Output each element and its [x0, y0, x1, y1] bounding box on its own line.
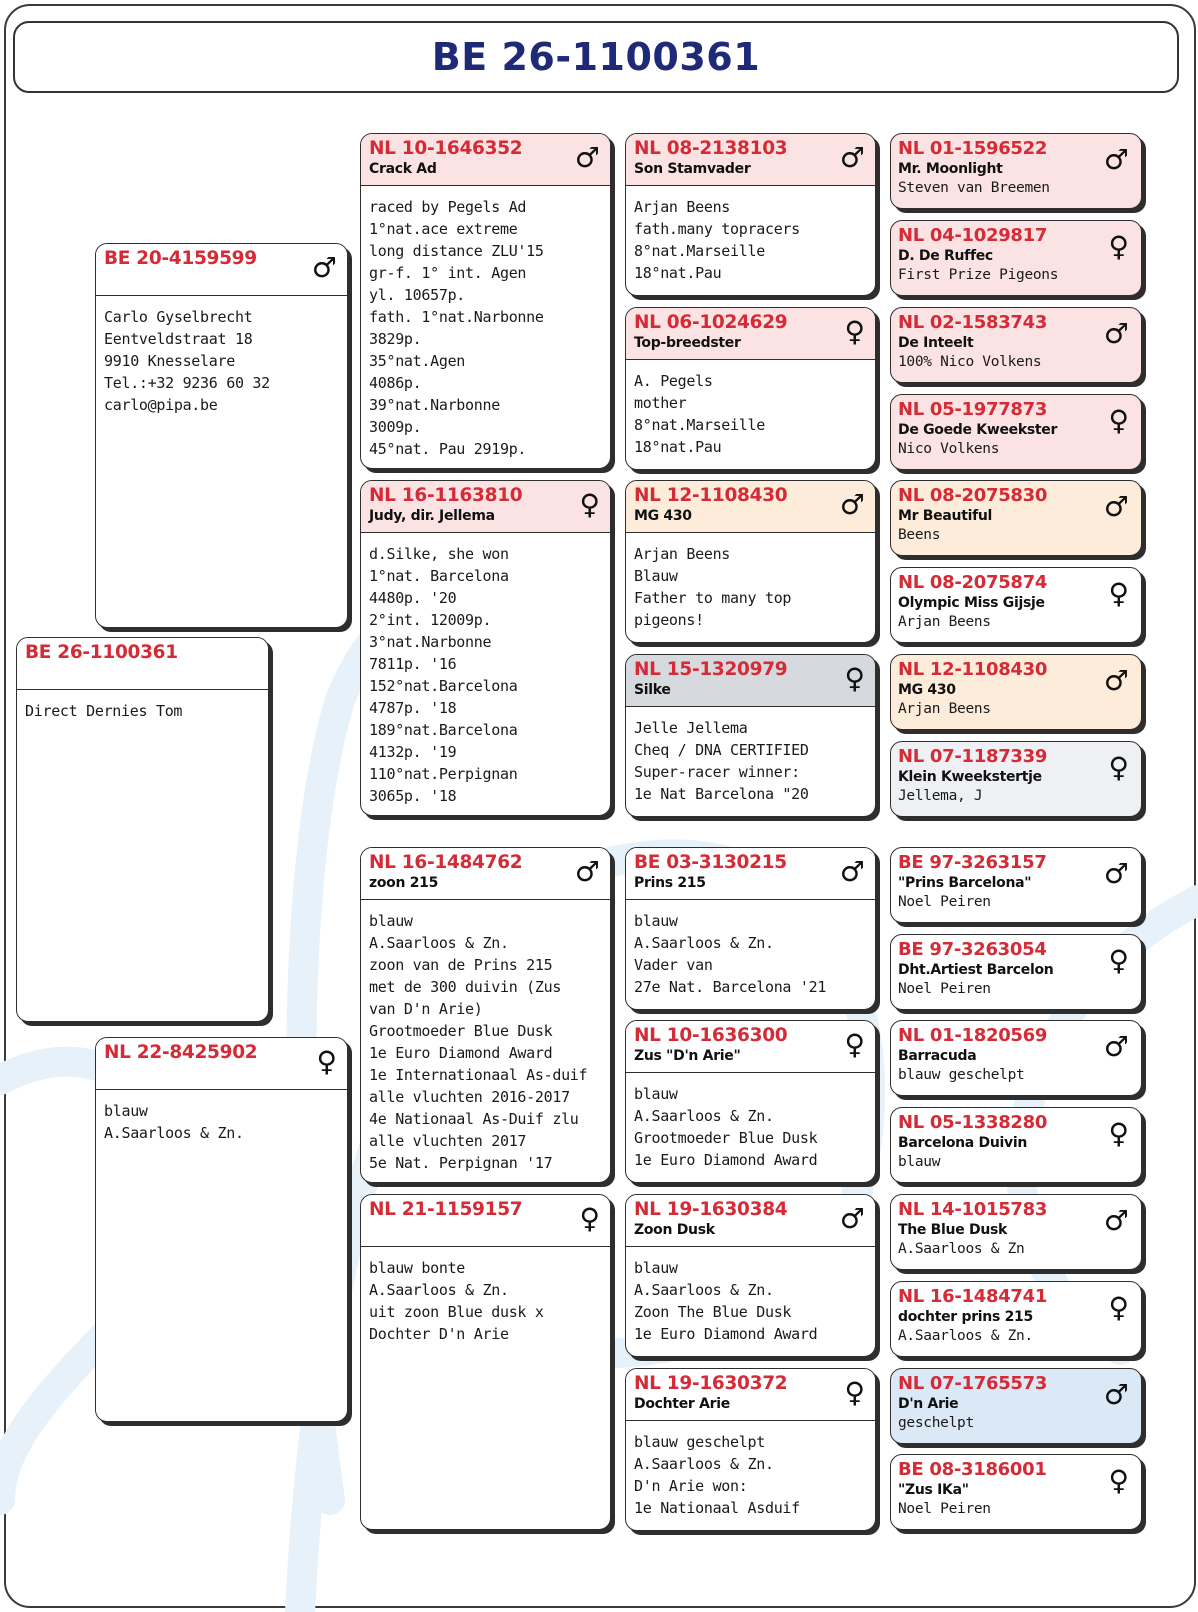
info-line: 35°nat.Agen: [369, 352, 466, 370]
info-line: met de 300 duivin (Zus: [369, 978, 562, 996]
info-line: 4787p. '18: [369, 699, 457, 717]
info-line: First Prize Pigeons: [898, 267, 1059, 283]
pigeon-name: Zus "D'n Arie": [634, 1048, 741, 1064]
info-line: 3065p. '18: [369, 787, 457, 805]
ring-number: NL 08-2138103: [634, 138, 788, 159]
pigeon-name: Zoon Dusk: [634, 1222, 715, 1238]
info-line: 1e Nationaal Asduif: [634, 1499, 800, 1517]
info-line: A.Saarloos & Zn: [898, 1241, 1025, 1257]
ring-number: BE 26-1100361: [25, 642, 178, 663]
ring-number: NL 21-1159157: [369, 1199, 523, 1220]
info-line: Zoon The Blue Dusk: [634, 1303, 792, 1321]
ring-number: BE 97-3263157: [898, 852, 1047, 873]
pigeon-name: De Goede Kweekster: [898, 422, 1058, 438]
info-line: yl. 10657p.: [369, 286, 466, 304]
gg-grandparent-card: [890, 1194, 1142, 1270]
info-line: fath. 1°nat.Narbonne: [369, 308, 544, 326]
info-line: d.Silke, she won: [369, 545, 509, 563]
gg-grandparent-card: [890, 480, 1142, 556]
gg-grandparent-card: [890, 133, 1142, 209]
info-line: 7811p. '16: [369, 655, 457, 673]
male-symbol-icon: ♂: [574, 855, 600, 888]
info-line: Noel Peiren: [898, 1501, 991, 1517]
info-line: A.Saarloos & Zn.: [634, 1281, 774, 1299]
male-symbol-icon: ♂: [1103, 1204, 1129, 1237]
info-line: Dochter D'n Arie: [369, 1325, 509, 1343]
great-grandparent-card: [625, 847, 876, 1010]
info-line: 152°nat.Barcelona: [369, 677, 518, 695]
pigeon-name: Crack Ad: [369, 161, 437, 177]
info-line: blauw: [898, 1154, 941, 1170]
pigeon-name: Top-breedster: [634, 335, 741, 351]
pigeon-name: Silke: [634, 682, 671, 698]
subject-card: [16, 637, 269, 1022]
gg-grandparent-card: [890, 1020, 1142, 1096]
info-line: Noel Peiren: [898, 894, 991, 910]
info-line: 3009p.: [369, 418, 422, 436]
info-line: 110°nat.Perpignan: [369, 765, 518, 783]
info-line: long distance ZLU'15: [369, 242, 544, 260]
card-header: [361, 1195, 610, 1247]
info-line: geschelpt: [898, 1415, 974, 1431]
card-body: [626, 900, 875, 998]
gg-grandparent-card: [890, 847, 1142, 923]
gg-grandparent-card: [890, 1368, 1142, 1444]
info-line: 4480p. '20: [369, 589, 457, 607]
card-body: [96, 296, 347, 416]
info-line: blauw: [104, 1102, 148, 1120]
ring-number: NL 05-1977873: [898, 399, 1048, 420]
card-body: [361, 186, 610, 460]
grandparent-card: [360, 847, 611, 1183]
info-line: Jellema, J: [898, 788, 983, 804]
info-line: Super-racer winner:: [634, 763, 800, 781]
info-line: 9910 Knesselare: [104, 352, 235, 370]
pigeon-name: dochter prins 215: [898, 1309, 1033, 1325]
male-symbol-icon: ♂: [574, 141, 600, 174]
male-symbol-icon: ♂: [1103, 1030, 1129, 1063]
info-line: zoon van de Prins 215: [369, 956, 553, 974]
info-line: 39°nat.Narbonne: [369, 396, 500, 414]
great-grandparent-card: [625, 654, 876, 817]
gg-grandparent-card: [890, 741, 1142, 817]
pigeon-name: MG 430: [898, 682, 956, 698]
info-line: blauw: [634, 1259, 678, 1277]
info-line: Father to many top: [634, 589, 792, 607]
card-header: [626, 308, 875, 360]
female-symbol-icon: ♀: [1108, 1117, 1129, 1150]
male-symbol-icon: ♂: [839, 1202, 865, 1235]
info-line: Grootmoeder Blue Dusk: [634, 1129, 818, 1147]
male-symbol-icon: ♂: [839, 488, 865, 521]
pigeon-name: Mr Beautiful: [898, 508, 993, 524]
info-line: uit zoon Blue dusk x: [369, 1303, 544, 1321]
card-header: [96, 244, 347, 296]
info-line: carlo@pipa.be: [104, 396, 218, 414]
male-symbol-icon: ♂: [1103, 664, 1129, 697]
ring-number: NL 08-2075830: [898, 485, 1048, 506]
info-line: Arjan Beens: [634, 198, 731, 216]
male-symbol-icon: ♂: [311, 251, 337, 284]
gg-grandparent-card: [890, 654, 1142, 730]
pigeon-name: Mr. Moonlight: [898, 161, 1003, 177]
ring-number: NL 04-1029817: [898, 225, 1048, 246]
ring-number: NL 16-1484741: [898, 1286, 1048, 1307]
info-line: Direct Dernies Tom: [25, 702, 183, 720]
female-symbol-icon: ♀: [1108, 577, 1129, 610]
grandparent-card: [360, 133, 611, 469]
pigeon-name: Olympic Miss Gijsje: [898, 595, 1045, 611]
ring-number: NL 19-1630384: [634, 1199, 788, 1220]
info-line: 1e Euro Diamond Award: [369, 1044, 553, 1062]
info-line: 8°nat.Marseille: [634, 416, 765, 434]
info-line: 1e Euro Diamond Award: [634, 1325, 818, 1343]
info-line: blauw: [634, 912, 678, 930]
ring-number: NL 10-1646352: [369, 138, 523, 159]
info-line: Vader van: [634, 956, 713, 974]
info-line: fath.many topracers: [634, 220, 800, 238]
info-line: blauw: [369, 912, 413, 930]
card-body: [361, 533, 610, 807]
male-symbol-icon: ♂: [839, 141, 865, 174]
ring-number: NL 02-1583743: [898, 312, 1048, 333]
ring-number: BE 97-3263054: [898, 939, 1047, 960]
info-line: Arjan Beens: [634, 545, 731, 563]
gg-grandparent-card: [890, 220, 1142, 296]
card-body: [361, 900, 610, 1174]
info-line: 4132p. '19: [369, 743, 457, 761]
gg-grandparent-card: [890, 567, 1142, 643]
male-symbol-icon: ♂: [1103, 857, 1129, 890]
card-header: [626, 655, 875, 707]
ring-number: NL 22-8425902: [104, 1042, 258, 1063]
gg-grandparent-card: [890, 1107, 1142, 1183]
ring-number: NL 07-1765573: [898, 1373, 1048, 1394]
male-symbol-icon: ♂: [1103, 143, 1129, 176]
card-body: [626, 1247, 875, 1345]
info-line: raced by Pegels Ad: [369, 198, 527, 216]
male-symbol-icon: ♂: [839, 855, 865, 888]
card-header: [17, 638, 268, 690]
info-line: 18°nat.Pau: [634, 264, 722, 282]
page-title: BE 26-1100361: [431, 35, 761, 79]
info-line: A.Saarloos & Zn.: [634, 1455, 774, 1473]
info-line: Cheq / DNA CERTIFIED: [634, 741, 809, 759]
female-symbol-icon: ♀: [1108, 1464, 1129, 1497]
ring-number: NL 15-1320979: [634, 659, 788, 680]
great-grandparent-card: [625, 1194, 876, 1357]
pigeon-name: MG 430: [634, 508, 692, 524]
info-line: 4086p.: [369, 374, 422, 392]
info-line: pigeons!: [634, 611, 704, 629]
info-line: 2°int. 12009p.: [369, 611, 492, 629]
female-symbol-icon: ♀: [844, 662, 865, 695]
info-line: Noel Peiren: [898, 981, 991, 997]
female-symbol-icon: ♀: [1108, 1291, 1129, 1324]
card-header: [96, 1038, 347, 1090]
info-line: A. Pegels: [634, 372, 713, 390]
card-header: [626, 848, 875, 900]
card-body: [626, 533, 875, 631]
info-line: 1e Internationaal As-duif: [369, 1066, 588, 1084]
ring-number: NL 16-1163810: [369, 485, 523, 506]
pigeon-name: Dochter Arie: [634, 1396, 730, 1412]
ring-number: NL 01-1820569: [898, 1025, 1048, 1046]
info-line: 45°nat. Pau 2919p.: [369, 440, 527, 458]
gg-grandparent-card: [890, 1454, 1142, 1530]
info-line: 8°nat.Marseille: [634, 242, 765, 260]
info-line: Tel.:+32 9236 60 32: [104, 374, 270, 392]
female-symbol-icon: ♀: [1108, 230, 1129, 263]
ring-number: NL 01-1596522: [898, 138, 1048, 159]
great-grandparent-card: [625, 1368, 876, 1531]
card-header: [626, 481, 875, 533]
info-line: Blauw: [634, 567, 678, 585]
male-symbol-icon: ♂: [1103, 490, 1129, 523]
info-line: A.Saarloos & Zn.: [634, 1107, 774, 1125]
ring-number: NL 19-1630372: [634, 1373, 788, 1394]
pigeon-name: Barcelona Duivin: [898, 1135, 1027, 1151]
female-symbol-icon: ♀: [844, 1376, 865, 1409]
info-line: Steven van Breemen: [898, 180, 1050, 196]
card-body: [626, 1073, 875, 1171]
pigeon-name: "Zus IKa": [898, 1482, 969, 1498]
card-header: [361, 134, 610, 186]
info-line: 1e Euro Diamond Award: [634, 1151, 818, 1169]
card-body: [626, 186, 875, 284]
ring-number: BE 20-4159599: [104, 248, 257, 269]
info-line: blauw bonte: [369, 1259, 466, 1277]
great-grandparent-card: [625, 133, 876, 296]
ring-number: NL 07-1187339: [898, 746, 1048, 767]
info-line: 100% Nico Volkens: [898, 354, 1042, 370]
mother-card: [95, 1037, 348, 1422]
ring-number: NL 16-1484762: [369, 852, 523, 873]
pigeon-name: Klein Kweekstertje: [898, 769, 1042, 785]
pigeon-name: Dht.Artiest Barcelon: [898, 962, 1054, 978]
info-line: 1e Nat Barcelona "20: [634, 785, 809, 803]
info-line: 1°nat. Barcelona: [369, 567, 509, 585]
female-symbol-icon: ♀: [844, 1028, 865, 1061]
male-symbol-icon: ♂: [1103, 1378, 1129, 1411]
info-line: blauw: [634, 1085, 678, 1103]
card-header: [361, 481, 610, 533]
info-line: 1°nat.ace extreme: [369, 220, 518, 238]
ring-number: NL 05-1338280: [898, 1112, 1048, 1133]
ring-number: NL 12-1108430: [898, 659, 1048, 680]
male-symbol-icon: ♂: [1103, 317, 1129, 350]
female-symbol-icon: ♀: [579, 488, 600, 521]
pigeon-name: zoon 215: [369, 875, 439, 891]
info-line: 18°nat.Pau: [634, 438, 722, 456]
father-card: [95, 243, 348, 628]
card-body: [96, 1090, 347, 1144]
gg-grandparent-card: [890, 394, 1142, 470]
ring-number: NL 08-2075874: [898, 572, 1048, 593]
info-line: Arjan Beens: [898, 614, 991, 630]
info-line: Carlo Gyselbrecht: [104, 308, 253, 326]
info-line: A.Saarloos & Zn.: [104, 1124, 244, 1142]
card-header: [626, 1021, 875, 1073]
grandparent-card: [360, 480, 611, 816]
info-line: alle vluchten 2016-2017: [369, 1088, 570, 1106]
info-line: blauw geschelpt: [898, 1067, 1025, 1083]
info-line: A.Saarloos & Zn.: [634, 934, 774, 952]
card-body: [626, 1421, 875, 1519]
great-grandparent-card: [625, 307, 876, 470]
pigeon-name: D'n Arie: [898, 1396, 959, 1412]
card-header: [361, 848, 610, 900]
info-line: gr-f. 1° int. Agen: [369, 264, 527, 282]
gg-grandparent-card: [890, 307, 1142, 383]
card-body: [361, 1247, 610, 1345]
gg-grandparent-card: [890, 1281, 1142, 1357]
info-line: A.Saarloos & Zn.: [369, 934, 509, 952]
info-line: 4e Nationaal As-Duif zlu: [369, 1110, 579, 1128]
info-line: Eentveldstraat 18: [104, 330, 253, 348]
card-body: [626, 360, 875, 458]
gg-grandparent-card: [890, 934, 1142, 1010]
grandparent-card: [360, 1194, 611, 1530]
female-symbol-icon: ♀: [1108, 404, 1129, 437]
card-body: [626, 707, 875, 805]
female-symbol-icon: ♀: [1108, 944, 1129, 977]
card-header: [626, 1369, 875, 1421]
info-line: A.Saarloos & Zn.: [369, 1281, 509, 1299]
info-line: 3°nat.Narbonne: [369, 633, 492, 651]
info-line: van D'n Arie): [369, 1000, 483, 1018]
female-symbol-icon: ♀: [844, 315, 865, 348]
info-line: 189°nat.Barcelona: [369, 721, 518, 739]
card-header: [626, 134, 875, 186]
info-line: Jelle Jellema: [634, 719, 748, 737]
great-grandparent-card: [625, 1020, 876, 1183]
ring-number: BE 03-3130215: [634, 852, 787, 873]
pigeon-name: "Prins Barcelona": [898, 875, 1032, 891]
info-line: Nico Volkens: [898, 441, 1000, 457]
ring-number: NL 10-1636300: [634, 1025, 788, 1046]
info-line: mother: [634, 394, 687, 412]
card-body: [17, 690, 268, 722]
card-header: [626, 1195, 875, 1247]
pigeon-name: Prins 215: [634, 875, 706, 891]
pigeon-name: The Blue Dusk: [898, 1222, 1008, 1238]
info-line: blauw geschelpt: [634, 1433, 765, 1451]
info-line: 5e Nat. Perpignan '17: [369, 1154, 553, 1172]
ring-number: NL 12-1108430: [634, 485, 788, 506]
female-symbol-icon: ♀: [316, 1045, 337, 1078]
pigeon-name: Judy, dir. Jellema: [369, 508, 495, 524]
info-line: 3829p.: [369, 330, 422, 348]
ring-number: NL 06-1024629: [634, 312, 788, 333]
info-line: Arjan Beens: [898, 701, 991, 717]
great-grandparent-card: [625, 480, 876, 643]
female-symbol-icon: ♀: [579, 1202, 600, 1235]
pigeon-name: D. De Ruffec: [898, 248, 993, 264]
info-line: Grootmoeder Blue Dusk: [369, 1022, 553, 1040]
info-line: D'n Arie won:: [634, 1477, 748, 1495]
female-symbol-icon: ♀: [1108, 751, 1129, 784]
ring-number: NL 14-1015783: [898, 1199, 1048, 1220]
info-line: alle vluchten 2017: [369, 1132, 527, 1150]
info-line: Beens: [898, 527, 941, 543]
pigeon-name: Barracuda: [898, 1048, 977, 1064]
ring-number: BE 08-3186001: [898, 1459, 1047, 1480]
pigeon-name: Son Stamvader: [634, 161, 751, 177]
pigeon-name: De Inteelt: [898, 335, 974, 351]
title-box: [13, 21, 1179, 93]
info-line: 27e Nat. Barcelona '21: [634, 978, 827, 996]
info-line: A.Saarloos & Zn.: [898, 1328, 1033, 1344]
